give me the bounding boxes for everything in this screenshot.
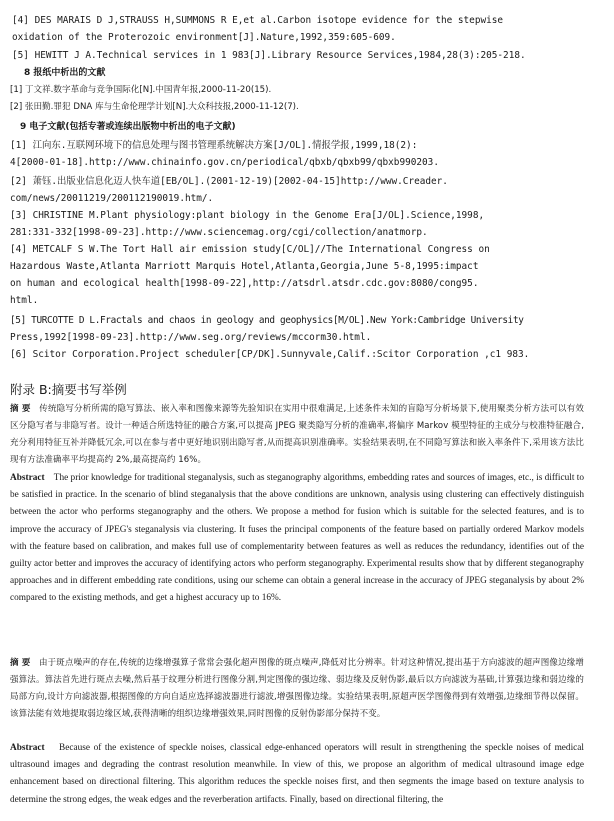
reference-entry: [1] 江向东.互联网环境下的信息处理与图书管理系统解决方案[J/OL].情报学报,1999,18(2):	[10, 140, 418, 151]
abstract-example-1-en	[10, 470, 584, 608]
reference-entry: [2] 张田勤.罪犯 DNA 库与生命伦理学计划[N].大众科技报,2000-11-12(7).	[10, 102, 299, 112]
reference-entry: [1] 丁文祥.数字革命与竞争国际化[N].中国青年报,2000-11-20(15).	[10, 85, 272, 95]
reference-entry: [2] 萧钰.出版业信息化迈人快车道[EB/OL].(2001-12-19)[2002-04-15]http://www.Creader.	[10, 176, 448, 187]
reference-entry: [5] HEWITT J A.Technical services in 1 983[J].Library Resource Services,1984,28(3):205-218.	[12, 50, 526, 61]
reference-entry: Press,1992[1998-09-23].http://www.seg.org/reviews/mccorm30.html.	[10, 332, 372, 343]
reference-entry: [4] METCALF S W.The Tort Hall air emission study[C/OL]//The International Congress on	[10, 244, 490, 255]
appendix-title: 附录 B:摘要书写举例	[10, 382, 127, 397]
abstract-example-1-cn	[10, 401, 584, 469]
reference-entry: oxidation of the Proterozoic environment[J].Nature,1992,359:605-609.	[12, 32, 396, 43]
abstract-text: 传统隐写分析所需的隐写算法、嵌入率和图像来源等先验知识在实用中很难满足,上述条件未知的盲隐写分析场景下,使用聚类分析方法可以有效区分隐写者与非隐写者。设计一种适合所选特征的融合方案,可以提高 JPEG 聚类隐写分析的准确率,将偏序 Markov 模型特征的主成分与校准特征融合,充分利用特征互补并降低冗余,可以在参与者中更好地识别出隐写者,从而提高识别准确率。实验结果表明,在不同隐写算法和嵌入率条件下,采用该方法比现有方法准确率平均提高约 2%,最高提高约 16%。	[10, 404, 585, 465]
abstract-label: 摘 要	[10, 658, 31, 668]
abstract-text: The prior knowledge for traditional steganalysis, such as steganography algorithms, embedding rates and sources of images, etc., is difficult to be satisfied in practice. In the scenario of blind steganalysis that the above conditions are unknown, analysis using clustering can effectively distinguish between the actor who performs steganography and the others. We propose a method for fusion which is suitable for the selected features, and is to improve the accuracy of JPEG's steganalysis via clustering. It fuses the principal components of the feature based on partially ordered Markov models with the feature based on calibration, and makes full use of complementarity between features as well as reduces the redundancy, identifies out of the guilty actor better and improves the accuracy of identifying actors who perform steganography. Experimental results show that by different steganography approaches and in different embedding rate conditions, using our scheme can obtain a general increase in the accuracy of JPEG steganalysis by about 2% compared to the existing methods, and get a highest accuracy up to 16%.	[10, 473, 584, 604]
abstract-label: Abstract	[10, 473, 45, 483]
abstract-example-2-en	[10, 740, 584, 809]
reference-entry: [4] DES MARAIS D J,STRAUSS H,SUMMONS R E,et al.Carbon isotope evidence for the stepwise	[12, 15, 504, 26]
reference-entry: Hazardous Waste,Atlanta Marriott Marquis Hotel,Atlanta,Georgia,June 5-8,1995:impact	[10, 261, 479, 272]
reference-entry: html.	[10, 295, 39, 306]
reference-entry: 4[2000-01-18].http://www.chinainfo.gov.cn/periodical/qbxb/qbxb99/qbxb990203.	[10, 157, 439, 168]
section-heading-electronic: 9 电子文献(包括专著或连续出版物中析出的电子文献)	[20, 122, 236, 132]
reference-entry: com/news/20011219/200112190019.htm/.	[10, 193, 214, 204]
abstract-example-2-cn	[10, 655, 584, 723]
abstract-label: Abstract	[10, 743, 45, 753]
reference-entry: [6] Scitor Corporation.Project scheduler[CP/DK].Sunnyvale,Calif.:Scitor Corporation ,c1 983.	[10, 349, 530, 360]
reference-entry: on human and ecological health[1998-09-22],http://atsdrl.atsdr.cdc.gov:8080/cong95.	[10, 278, 479, 289]
reference-entry: 281:331-332[1998-09-23].http://www.sciencemag.org/cgi/collection/anatmorp.	[10, 227, 428, 238]
abstract-text: 由于斑点噪声的存在,传统的边缘增强算子常常会强化超声图像的斑点噪声,降低对比分辨率。针对这种情况,提出基于方向滤波的超声图像边缘增强算法。算法首先进行斑点去噪,然后基于纹理分析进行图像分割,判定图像的强边缘、弱边缘及反射伪影,最后以方向滤波为基础,计算强边缘和弱边缘的局部方向,设计方向滤波器,根据图像的方向自适应选择滤波器进行滤波,增强图像边缘。实验结果表明,原超声医学图像得到有效增强,边缘细节得以保留。该算法能有效地提取弱边缘区域,获得清晰的组织边缘增强效果,同时图像的反射伪影部分保持不变。	[10, 658, 584, 719]
reference-entry: [5] TURCOTTE D L.Fractals and chaos in geology and geophysics[M/OL].New York:Cambridge University	[10, 315, 524, 326]
section-heading-newspaper: 8 报纸中析出的文献	[24, 68, 106, 78]
abstract-label: 摘 要	[10, 404, 31, 414]
reference-entry: [3] CHRISTINE M.Plant physiology:plant biology in the Genome Era[J/OL].Science,1998,	[10, 210, 485, 221]
abstract-text: Because of the existence of speckle noises, classical edge-enhanced operators will result in strengthening the speckle noises of medical ultrasound images and degrading the contrast resolution meanwhile. In view of this, we propose an algorithm of medical ultrasound image edge enhancement based on directional filtering. This algorithm reduces the speckle noises first, and then segments the image based on texture analysis to determine the strong edges, the weak edges and the reverberation artifacts. Finally, based on directional filtering, the	[10, 743, 584, 805]
